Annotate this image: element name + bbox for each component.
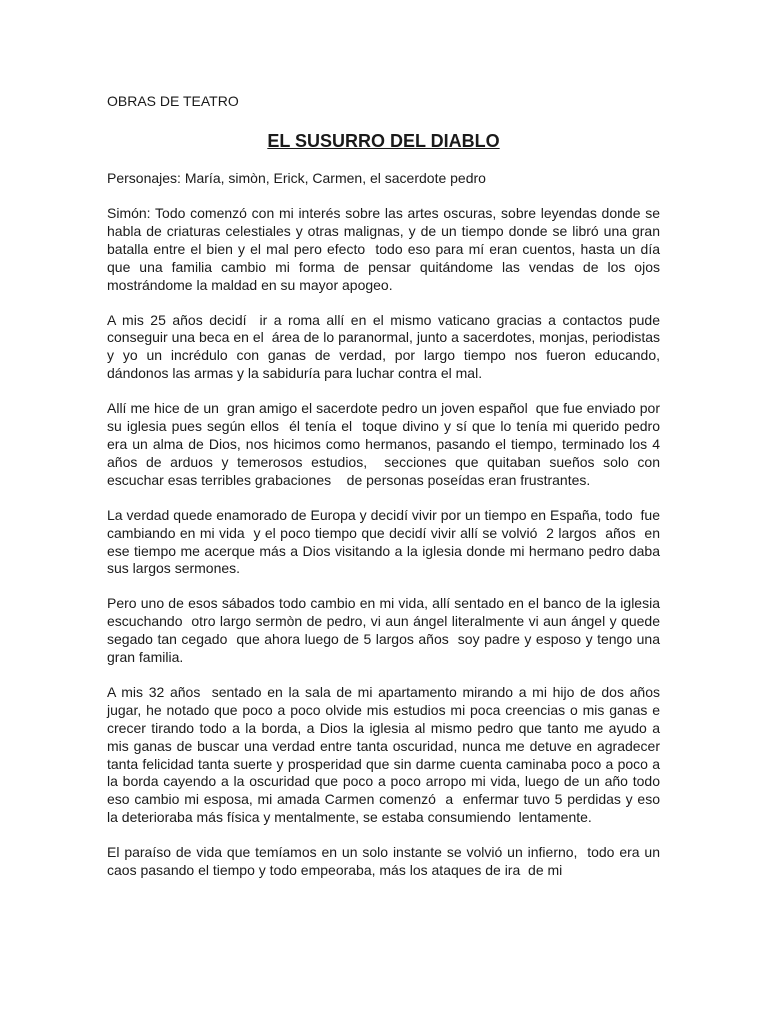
paragraph-3: Allí me hice de un gran amigo el sacerdote pedro un joven español que fue enviado por su iglesia pues según ellos él tenía el toque divino y sí que lo tenía mi querido pedro era un alma de Dios, nos hicimos como hermanos, pasando el tiempo, terminado los 4 años de arduos y temerosos estudios, secciones que quitaban sueños solo con escuchar esas terribles grabaciones de personas poseídas eran frustrantes.: [107, 400, 664, 488]
paragraph-2: A mis 25 años decidí ir a roma allí en el mismo vaticano gracias a contactos pude conseguir una beca en el área de lo paranormal, junto a sacerdotes, monjas, periodistas y yo un incrédulo con ganas de verdad, por largo tiempo nos fueron educando, dándonos las armas y la sabiduría para luchar contra el mal.: [107, 311, 664, 382]
paragraph-1: Simón: Todo comenzó con mi interés sobre las artes oscuras, sobre leyendas donde se habla de criaturas celestiales y otras malignas, y de un tiempo donde se libró una gran batalla entre el bien y el mal pero efecto todo eso para mí eran cuentos, hasta un día que una familia cambio mi forma de pensar quitándome las vendas de los ojos mostrándome la maldad en su mayor apogeo.: [107, 205, 664, 293]
document-page: [107, 92, 664, 880]
paragraph-4: La verdad quede enamorado de Europa y decidí vivir por un tiempo en España, todo fue cambiando en mi vida y el poco tiempo que decidí vivir allí se volvió 2 largos años en ese tiempo me acerque más a Dios visitando a la iglesia donde mi hermano pedro daba sus largos sermones.: [107, 506, 664, 577]
characters-line: Personajes: María, simòn, Erick, Carmen, el sacerdote pedro: [107, 170, 486, 186]
paragraph-6: A mis 32 años sentado en la sala de mi apartamento mirando a mi hijo de dos años jugar, he notado que poco a poco olvide mis estudios mi poca creencias o mis ganas e crecer tirando todo a la borda, a Dios la iglesia al mismo pedro que tanto me ayudo a mis ganas de buscar una verdad entre tanta oscuridad, nunca me detuve en agradecer tanta felicidad tanta suerte y prosperidad que sin darme cuenta caminaba poco a poco a la borda cayendo a la oscuridad que poco a poco arropo mi vida, luego de un año todo eso cambio mi esposa, mi amada Carmen comenzó a enfermar tuvo 5 perdidas y eso la deterioraba más física y mentalmente, se estaba consumiendo lentamente.: [107, 683, 664, 826]
document-header: OBRAS DE TEATRO: [107, 93, 239, 109]
document-title: EL SUSURRO DEL DIABLO: [267, 131, 500, 151]
paragraph-7: El paraíso de vida que temíamos en un solo instante se volvió un infierno, todo era un caos pasando el tiempo y todo empeoraba, más los ataques de ira de mi: [107, 844, 664, 879]
paragraph-5: Pero uno de esos sábados todo cambio en mi vida, allí sentado en el banco de la iglesia escuchando otro largo sermòn de pedro, vi aun ángel literalmente vi aun ángel y quede segado tan cegado que ahora luego de 5 largos años soy padre y esposo y tengo una gran familia.: [107, 595, 664, 666]
